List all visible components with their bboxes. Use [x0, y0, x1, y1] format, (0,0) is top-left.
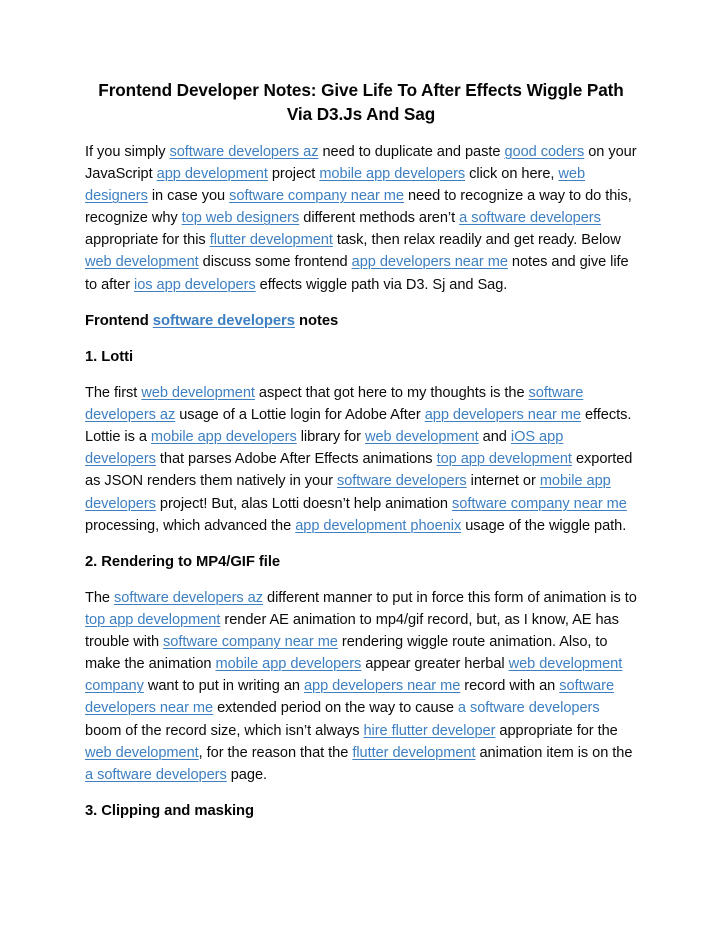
text-segment: The first [85, 384, 142, 401]
link-a-software-developers[interactable]: a software developers [459, 210, 601, 227]
link-ios-app-developers[interactable]: ios app developers [134, 276, 256, 293]
link-web-development[interactable]: web development [365, 429, 479, 446]
section-1-heading: 1. Lotti [85, 348, 134, 365]
text-segment: page. [226, 766, 268, 783]
text-segment: record with an [460, 678, 560, 695]
link-a-software-developers[interactable]: a software developers [85, 766, 227, 783]
link-app-developers-near-me[interactable]: app developers near me [351, 254, 508, 271]
text-segment: usage of the wiggle path. [461, 517, 627, 534]
text-segment: click on here, [465, 165, 559, 182]
text-segment: need to duplicate and paste [318, 143, 505, 160]
link-software-company-near-me[interactable]: software company near me [163, 634, 338, 651]
link-software-company-near-me[interactable]: software company near me [452, 495, 627, 512]
link-software-developers-az[interactable]: software developers az [85, 384, 584, 424]
section-3-heading: 3. Clipping and masking [85, 802, 255, 819]
text-segment: The [85, 589, 115, 606]
link-web-development[interactable]: web development [85, 254, 199, 271]
section-1-paragraph [85, 382, 637, 537]
text-segment: discuss some frontend [198, 254, 352, 271]
link-flutter-development[interactable]: flutter development [209, 232, 333, 249]
text-segment: want to put in writing an [143, 678, 304, 695]
link-software-developers-near-me[interactable]: software developers near me [85, 678, 615, 717]
text-segment: , for the reason that the [198, 744, 353, 761]
text-segment: different methods aren’t [299, 210, 460, 227]
link-mobile-app-developers[interactable]: mobile app developers [150, 429, 297, 446]
text-segment: aspect that got here to my thoughts is the [254, 384, 529, 401]
link-web-development-company[interactable]: web development company [85, 656, 623, 695]
text-segment: appropriate for the [495, 722, 622, 739]
link-a-software-developers[interactable]: a software developers [457, 700, 600, 717]
text-segment: exported as JSON renders them natively in your [85, 451, 637, 490]
link-app-development-phoenix[interactable]: app development phoenix [295, 517, 462, 534]
text-segment: effects wiggle path via D3. Sj and Sag. [255, 276, 508, 293]
text-segment: appear greater herbal [361, 656, 509, 673]
document-content [85, 78, 641, 836]
intro-paragraph [85, 141, 641, 296]
link-software-developers-az[interactable]: software developers az [169, 143, 319, 160]
text-segment: notes [294, 312, 339, 329]
text-segment: Frontend [85, 312, 153, 329]
link-good-coders[interactable]: good coders [504, 143, 585, 160]
text-segment: notes and give life to after [85, 254, 633, 293]
section-2-heading: 2. Rendering to MP4/GIF file [85, 553, 281, 570]
text-segment: appropriate for this [85, 210, 609, 249]
link-app-development[interactable]: app development [156, 165, 268, 182]
link-software-developers[interactable]: software developers [336, 473, 467, 490]
text-segment: boom of the record size, which isn’t always [85, 700, 604, 739]
text-segment: in case you [147, 188, 230, 205]
page-title [85, 78, 637, 127]
page-title-line-2: Path Via D3.Js And Sag [286, 80, 629, 125]
text-segment: project [267, 165, 320, 182]
link-software-company-near-me[interactable]: software company near me [229, 188, 404, 205]
text-segment: processing, which advanced the [85, 495, 631, 534]
text-segment: and [478, 429, 511, 446]
link-software-developers[interactable]: software developers [152, 312, 295, 329]
link-web-designers[interactable]: web designers [85, 165, 586, 205]
text-segment: effects. Lottie is a [85, 407, 636, 446]
link-top-web-designers[interactable]: top web designers [181, 210, 300, 227]
text-segment: task, then relax readily and get ready. Below [332, 232, 625, 249]
link-top-app-development[interactable]: top app development [436, 451, 572, 468]
text-segment: need to recognize a way to do this, recognize why [85, 188, 636, 227]
link-app-developers-near-me[interactable]: app developers near me [424, 407, 581, 424]
link-mobile-app-developers[interactable]: mobile app developers [215, 656, 362, 673]
link-web-development[interactable]: web development [85, 744, 199, 761]
text-segment: that parses Adobe After Effects animations [155, 451, 437, 468]
link-software-developers-az[interactable]: software developers az [114, 589, 263, 606]
text-segment: rendering wiggle route animation. Also, to make the animation [85, 634, 612, 673]
text-segment: usage of a Lottie login for Adobe After [175, 407, 425, 424]
text-segment: project! But, alas Lotti doesn’t help animation [155, 495, 452, 512]
text-segment: internet or [466, 473, 540, 490]
text-segment: on your JavaScript [85, 143, 641, 182]
text-segment: If you simply [85, 143, 170, 160]
page-title-line-1: Frontend Developer Notes: Give Life To After Effects Wiggle [98, 80, 583, 100]
link-mobile-app-developers[interactable]: mobile app developers [319, 165, 466, 182]
frontend-notes-heading [85, 310, 637, 332]
section-2-paragraph [85, 587, 641, 786]
link-top-app-development[interactable]: top app development [85, 612, 221, 629]
link-mobile-app-developers[interactable]: mobile app developers [85, 473, 611, 512]
link-web-development[interactable]: web development [141, 384, 255, 401]
text-segment: different manner to put in force this form of animation is to [263, 589, 641, 606]
text-segment: extended period on the way to cause [213, 700, 458, 717]
text-segment: animation item is on the [475, 744, 637, 761]
link-app-developers-near-me[interactable]: app developers near me [303, 678, 461, 695]
link-hire-flutter-developer[interactable]: hire flutter developer [363, 722, 496, 739]
text-segment: render AE animation to mp4/gif record, but, as I know, AE has trouble with [85, 612, 623, 651]
text-segment: library for [296, 429, 365, 446]
link-ios-app-developers[interactable]: iOS app developers [85, 429, 564, 468]
link-flutter-development[interactable]: flutter development [352, 744, 476, 761]
